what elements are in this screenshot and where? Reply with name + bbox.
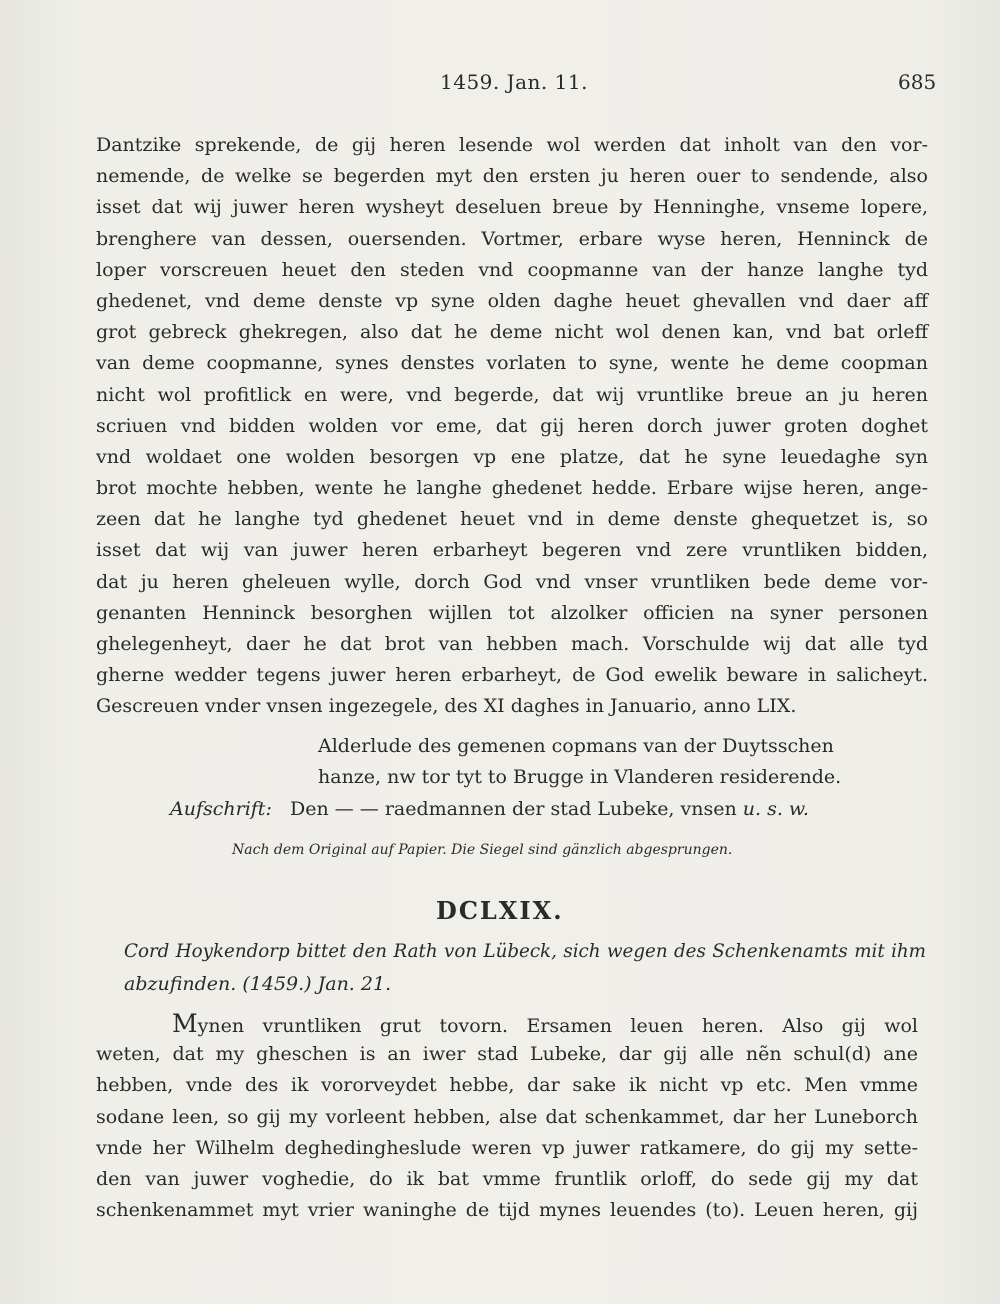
source-note: Nach dem Original auf Papier. Die Siegel sind gänzlich abgesprungen. — [232, 842, 733, 858]
text-line: sodane leen, so gij my vorleent hebben, alse dat schenkammet, dar her Luneborch — [96, 1105, 918, 1128]
text-line: ghedenet, vnd deme denste vp syne olden daghe heuet ghevallen vnd daer aff — [96, 289, 928, 312]
letter-body — [96, 130, 928, 723]
text-line: ghelegenheyt, daer he dat brot van hebben mach. Vorschulde wij dat alle tyd — [96, 633, 928, 655]
initial-letter: M — [172, 1009, 198, 1038]
text-line: Dantzike sprekende, de gij heren lesende wol werden dat inholt van den vor- — [96, 134, 928, 156]
text-line: vnd woldaet one wolden besorgen vp ene platze, dat he syne leuedaghe syn — [96, 445, 928, 468]
page-number: 685 — [898, 70, 937, 94]
address-line — [170, 798, 809, 820]
text-line: isset dat wij van juwer heren erbarheyt begeren vnd zere vruntliken bidden, — [96, 539, 928, 562]
text-line: gherne wedder tegens juwer heren erbarheyt, de God ewelik beware in salicheyt. — [96, 664, 928, 687]
running-title: 1459. Jan. 11. — [440, 70, 588, 94]
text-line: isset dat wij juwer heren wysheyt deseluen breue by Henninghe, vnseme lopere, — [96, 196, 928, 219]
text-line: den van juwer voghedie, do ik bat vmme fruntlik orloff, do sede gij my dat — [96, 1167, 918, 1190]
text-line: loper vorscreuen heuet den steden vnd coopmanne van der hanze langhe tyd — [96, 258, 928, 281]
text-line: grot gebreck ghekregen, also dat he deme nicht wol denen kan, vnd bat orleff — [96, 321, 928, 344]
address-text: Den — — raedmannen der stad Lubeke, vnsen — [289, 798, 737, 820]
text-line: dat ju heren gheleuen wylle, dorch God vnd vnser vruntliken bede deme vor- — [96, 570, 928, 593]
text-line: schenkenammet myt vrier waninghe de tijd mynes leuendes (to). Leuen heren, gij — [96, 1199, 918, 1222]
text-line: vnde her Wilhelm deghedingheslude weren vp juwer ratkamere, do gij my sette- — [96, 1136, 918, 1159]
text-line: zeen dat he langhe tyd ghedenet heuet vnd in deme denste ghequetzet is, so — [96, 508, 928, 531]
regest — [124, 936, 926, 1000]
text-line: ynen vruntliken grut tovorn. Ersamen leuen heren. Also gij wol — [197, 1015, 918, 1037]
text-line: Gescreuen vnder vnsen ingezegele, des XI daghes in Januario, anno LIX. — [96, 695, 797, 718]
signature-line: hanze, nw tor tyt to Brugge in Vlanderen residerende. — [318, 766, 842, 789]
text-line: nicht wol profitlick en were, vnd begerde, dat wij vruntlike breue an ju heren — [96, 383, 928, 406]
letter2-body — [96, 1008, 918, 1226]
text-line-first — [96, 1008, 918, 1039]
text-line: hebben, vnde des ik vororveydet hebbe, dar sake ik nicht vp etc. Men vmme — [96, 1074, 918, 1097]
text-line: scriuen vnd bidden wolden vor eme, dat gij heren dorch juwer groten doghet — [96, 414, 928, 437]
address-abbr: u. s. w. — [742, 798, 809, 820]
document-number: DCLXIX. — [436, 896, 564, 925]
regest-line: Cord Hoykendorp bittet den Rath von Lübeck, sich wegen des Schenkenamts mit ihm — [124, 941, 926, 962]
text-line: brot mochte hebben, wente he langhe ghedenet hedde. Erbare wijse heren, ange- — [96, 477, 928, 500]
text-line: brenghere van dessen, ouersenden. Vortmer, erbare wyse heren, Henninck de — [96, 227, 928, 250]
text-line: weten, dat my gheschen is an iwer stad Lubeke, dar gij alle nẽn schul(d) ane — [96, 1043, 918, 1066]
text-line: van deme coopmanne, synes denstes vorlaten to syne, wente he deme coopman — [96, 352, 928, 375]
address-label: Aufschrift: — [170, 798, 272, 820]
text-line: genanten Henninck besorghen wijllen tot alzolker officien na syner personen — [96, 601, 928, 624]
regest-line: abzufinden. (1459.) Jan. 21. — [124, 973, 392, 995]
signature — [318, 731, 918, 793]
text-line: nemende, de welke se begerden myt den ersten ju heren ouer to sendende, also — [96, 165, 928, 188]
signature-line: Alderlude des gemenen copmans van der Duytsschen — [318, 735, 834, 757]
